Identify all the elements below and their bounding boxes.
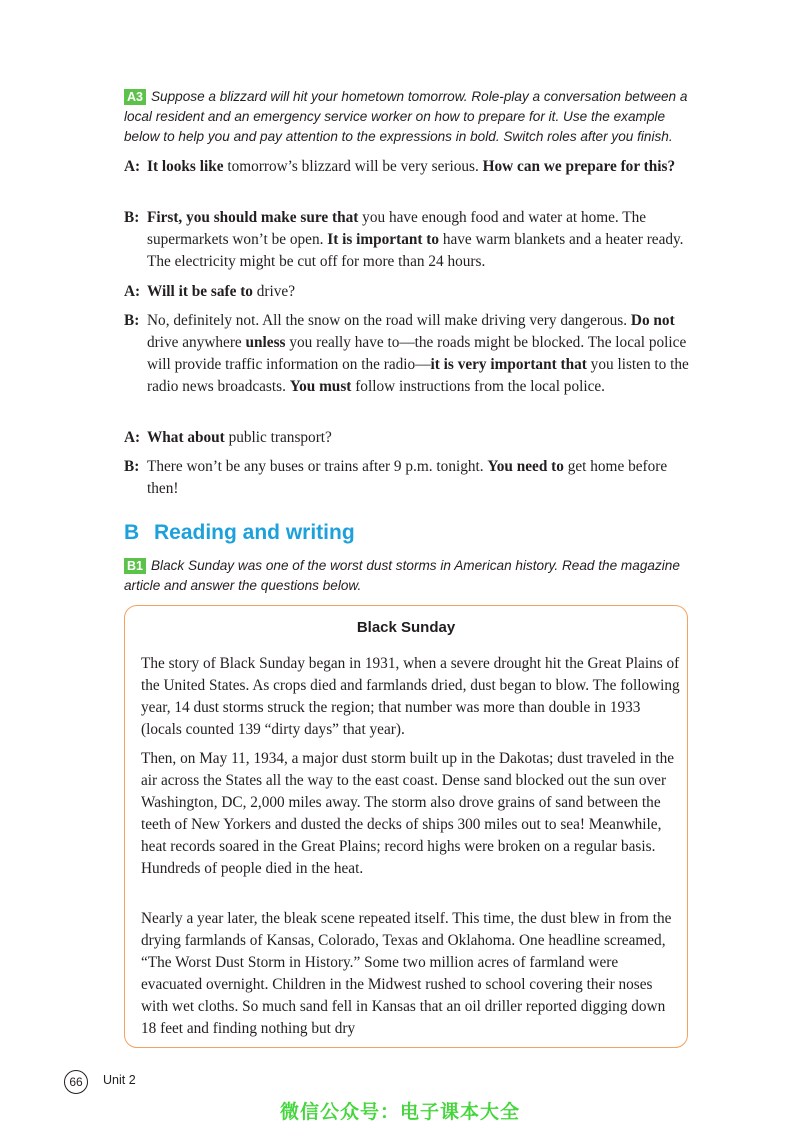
- article-title: Black Sunday: [356, 619, 456, 636]
- dialogue-segment: get home before then!: [147, 458, 668, 497]
- article-paragraph: Nearly a year later, the bleak scene repeated itself. This time, the dust blew in from the drying farmlands of Kansas, Colorado, Texas and Oklahoma. One headline screamed, “The Worst Dust Storm in History.” Some two million acres of farmland were evacuated overnight. Children in the Midwest rushed to school covering their noses with wet cloths. So much sand fell in Kansas that an oil driller reported digging down 18 feet and finding nothing but dry: [141, 910, 672, 1037]
- bold-expression: You must: [289, 378, 352, 395]
- dialogue-line: [124, 427, 694, 449]
- b1-tag: B1: [124, 558, 146, 574]
- bold-expression: It looks like: [147, 158, 224, 175]
- speaker-label: A:: [124, 429, 141, 446]
- bold-expression: unless: [245, 334, 286, 351]
- speaker-label: B:: [124, 312, 140, 329]
- bold-expression: First, you should make sure that: [147, 209, 359, 226]
- dialogue-segment: public transport?: [224, 429, 332, 446]
- section-letter: B: [124, 521, 140, 544]
- speaker-label: A:: [124, 158, 141, 175]
- dialogue-segment: There won’t be any buses or trains after 9 p.m. tonight.: [147, 458, 488, 475]
- bold-expression: How can we prepare for this?: [482, 158, 676, 175]
- dialogue-segment: drive anywhere: [147, 334, 246, 351]
- speaker-label: B:: [124, 458, 140, 475]
- dialogue-line: [124, 456, 694, 500]
- article-box: [124, 605, 688, 1048]
- article-paragraph: Then, on May 11, 1934, a major dust storm built up in the Dakotas; dust traveled in the air across the States all the way to the east coast. Dense sand blocked out the sun over Washington, DC, 2,000 miles away. The storm also drove grains of sand between the teeth of New Yorkers and dusted the decks of ships 300 miles out to sea! Meanwhile, heat records soared in the Great Plains; record highs were broken on a regular basis. Hundreds of people died in the heat.: [141, 750, 675, 877]
- bold-expression: it is very important that: [430, 356, 587, 373]
- dialogue-line: [124, 207, 694, 273]
- dialogue-segment: drive?: [252, 283, 295, 300]
- bold-expression: What about: [147, 429, 225, 446]
- dialogue-segment: have warm blankets and a heater ready. The electricity might be cut off for more than 24 hours.: [147, 231, 684, 270]
- section-header: [124, 519, 355, 547]
- dialogue-segment: No, definitely not. All the snow on the road will make driving very dangerous.: [147, 312, 631, 329]
- bold-expression: Do not: [630, 312, 675, 329]
- speaker-label: B:: [124, 209, 140, 226]
- bold-expression: You need to: [487, 458, 564, 475]
- bold-expression: It is important to: [327, 231, 440, 248]
- dialogue-segment: you have enough food and water at home. The supermarkets won’t be open.: [147, 209, 647, 248]
- watermark: 微信公众号：电子课本大全: [279, 1101, 520, 1123]
- dialogue-line: [124, 156, 694, 178]
- section-title: Reading and writing: [154, 521, 355, 544]
- dialogue-text: [147, 310, 694, 398]
- a3-instruction-text: Suppose a blizzard will hit your hometown tomorrow. Role-play a conversation between a local resident and an emergency service worker on how to prepare for it. Use the example below to help you and pay attention to the expressions in bold. Switch roles after you finish.: [124, 89, 688, 144]
- b1-instruction-text: Black Sunday was one of the worst dust storms in American history. Read the magazine article and answer the questions below.: [124, 558, 680, 593]
- unit-label: Unit 2: [103, 1073, 136, 1087]
- dialogue-text: [147, 281, 694, 303]
- a3-instruction: [124, 87, 694, 147]
- dialogue-line: [124, 281, 694, 303]
- dialogue-text: [147, 427, 694, 449]
- dialogue-text: [147, 456, 694, 500]
- a3-tag: A3: [124, 89, 146, 105]
- b1-instruction: [124, 556, 694, 596]
- speaker-label: A:: [124, 283, 141, 300]
- dialogue-segment: tomorrow’s blizzard will be very serious.: [223, 158, 483, 175]
- dialogue-text: [147, 207, 694, 273]
- dialogue-text: [147, 156, 694, 178]
- page-number: 66: [64, 1070, 88, 1094]
- dialogue-line: [124, 310, 694, 398]
- dialogue-segment: you really have to—the roads might be blocked. The local police will provide traffic information on the radio—: [147, 334, 687, 373]
- bold-expression: Will it be safe to: [147, 283, 253, 300]
- article-paragraph: The story of Black Sunday began in 1931, when a severe drought hit the Great Plains of the United States. As crops died and farmlands dried, dust began to blow. The following year, 14 dust storms struck the region; that number was more than double in 1933 (locals counted 139 “dirty days” that year).: [141, 655, 680, 738]
- dialogue-segment: follow instructions from the local police.: [351, 378, 605, 395]
- dialogue-segment: you listen to the radio news broadcasts.: [147, 356, 689, 395]
